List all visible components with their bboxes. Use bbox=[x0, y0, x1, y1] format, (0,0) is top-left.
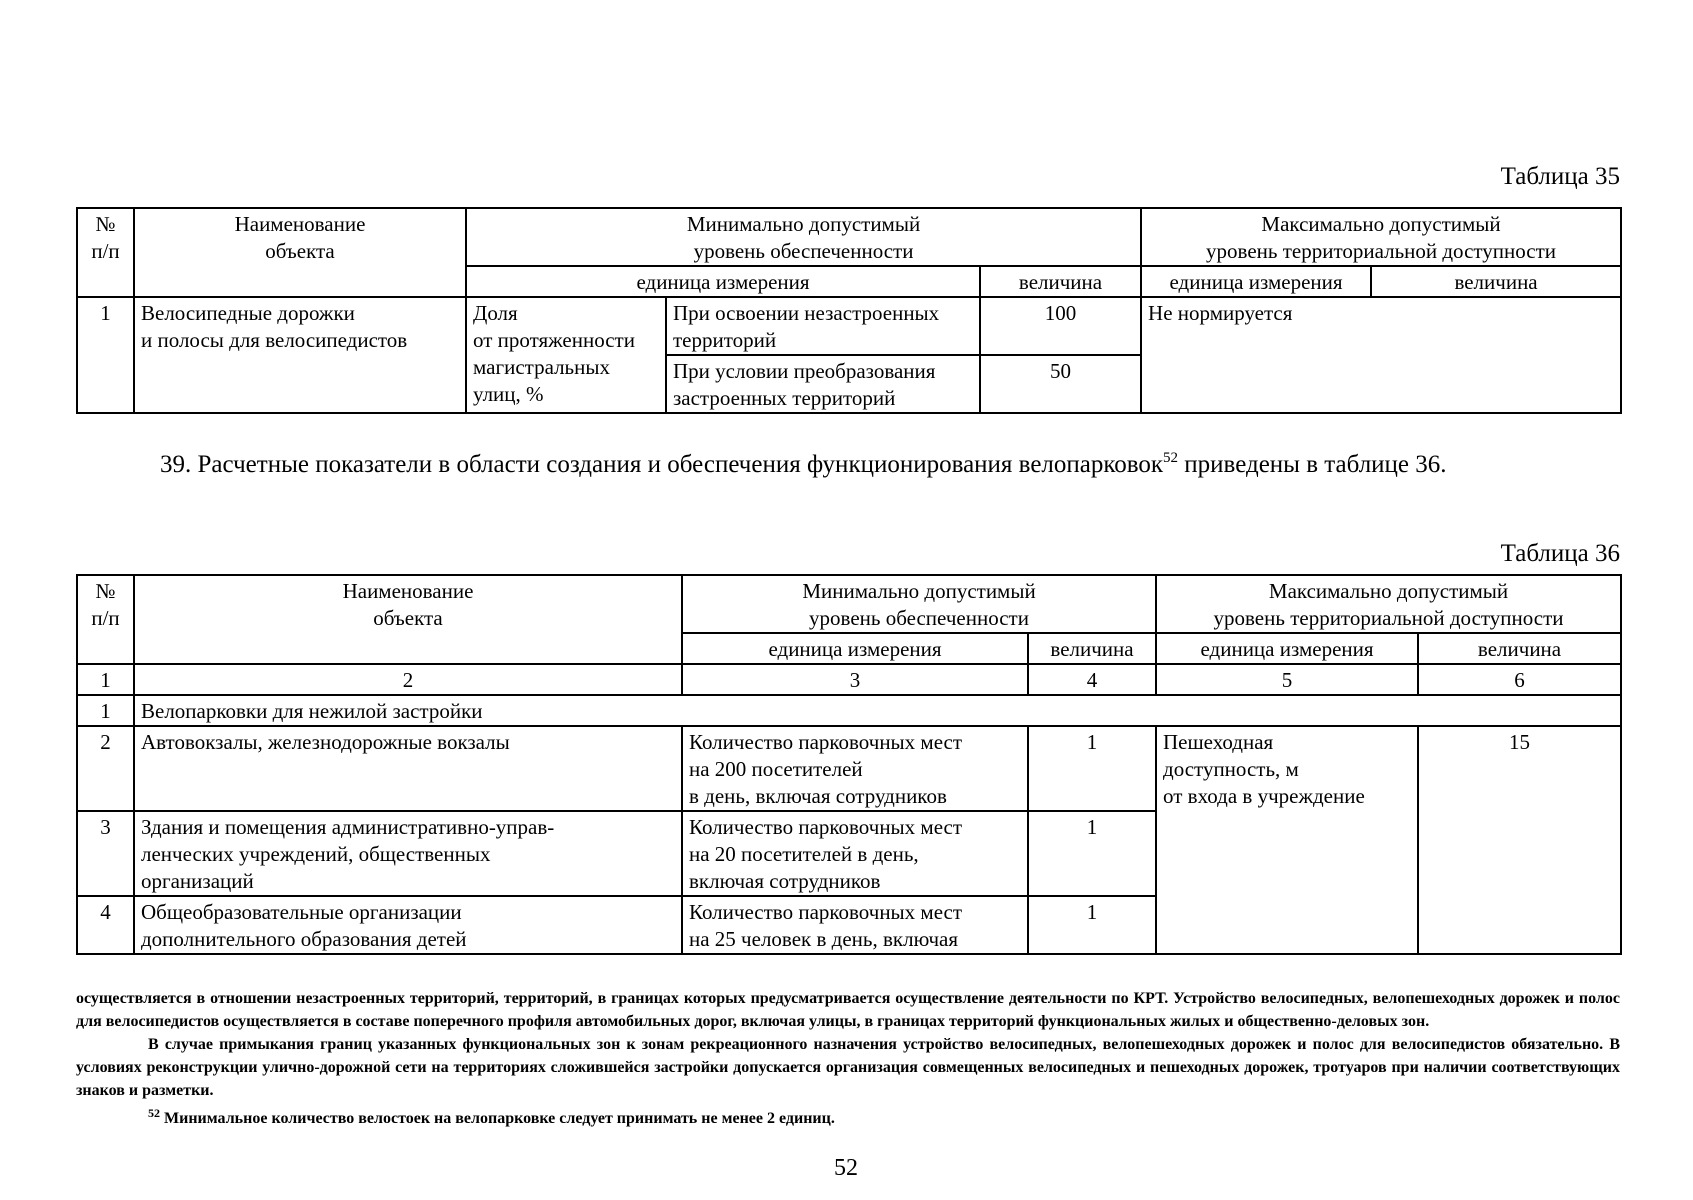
col-number: 5 bbox=[1156, 664, 1418, 695]
row-num: 3 bbox=[77, 811, 134, 896]
footnote-number: 52 bbox=[148, 1106, 160, 1120]
header-value: величина bbox=[980, 266, 1141, 297]
paragraph-text-end: приведены в таблице 36. bbox=[1178, 451, 1447, 478]
paragraph-text: 39. Расчетные показатели в области создания и обеспечения функционирования велопарковок bbox=[160, 451, 1164, 478]
row-name: Автовокзалы, железнодорожные вокзалы bbox=[134, 726, 682, 811]
access-unit: Пешеходная доступность, м от входа в учреждение bbox=[1156, 726, 1418, 954]
row-num: 1 bbox=[77, 297, 134, 413]
header-min-level: Минимально допустимый уровень обеспеченности bbox=[682, 575, 1156, 633]
page-number: 52 bbox=[834, 1155, 858, 1181]
header-value-access: величина bbox=[1371, 266, 1621, 297]
table-35 bbox=[76, 207, 1622, 414]
footnote-paragraph: В случае примыкания границ указанных функциональных зон к зонам рекреационного назначения устройство велосипедных, велопешеходных дорожек и полос для велосипедистов обязательно. В условиях реконструкции улично-дорожной сети на территориях сложившейся застройки допускается организация совмещенных велосипедных и пешеходных дорожек, тротуаров при наличии соответствующих знаков и разметки. bbox=[76, 1036, 1620, 1099]
table-36 bbox=[76, 574, 1622, 955]
row-name: Здания и помещения административно-управ- ленческих учреждений, общественных организаций bbox=[134, 811, 682, 896]
header-unit-access: единица измерения bbox=[1156, 633, 1418, 664]
header-unit: единица измерения bbox=[682, 633, 1028, 664]
header-value-access: величина bbox=[1418, 633, 1621, 664]
row-unit: Количество парковочных мест на 20 посетителей в день, включая сотрудников bbox=[682, 811, 1028, 896]
section-row-num: 1 bbox=[77, 695, 134, 726]
row-condition-transform: При условии преобразования застроенных территорий bbox=[666, 355, 980, 413]
header-value: величина bbox=[1028, 633, 1156, 664]
row-name: Велосипедные дорожки и полосы для велосипедистов bbox=[134, 297, 466, 413]
header-max-level: Максимально допустимый уровень территориальной доступности bbox=[1156, 575, 1621, 633]
row-num: 4 bbox=[77, 896, 134, 954]
row-condition-new: При освоении незастроенных территорий bbox=[666, 297, 980, 355]
header-min-level: Минимально допустимый уровень обеспеченности bbox=[466, 208, 1141, 266]
row-value: 1 bbox=[1028, 896, 1156, 954]
row-value: 1 bbox=[1028, 726, 1156, 811]
header-name: Наименование объекта bbox=[134, 575, 682, 664]
table36-caption: Таблица 36 bbox=[1500, 540, 1620, 567]
header-unit: единица измерения bbox=[466, 266, 980, 297]
row-value-transform: 50 bbox=[980, 355, 1141, 413]
row-value: 1 bbox=[1028, 811, 1156, 896]
paragraph-39 bbox=[76, 442, 1620, 481]
section-row-label: Велопарковки для нежилой застройки bbox=[134, 695, 1621, 726]
footnotes bbox=[76, 987, 1620, 1130]
header-unit-access: единица измерения bbox=[1141, 266, 1371, 297]
footnote-paragraph: осуществляется в отношении незастроенных территорий, территорий, в границах которых предусматривается осуществление деятельности по КРТ. Устройство велосипедных, велопешеходных дорожек и полос для велосипедистов осуществляется в составе поперечного профиля автомобильных дорог, включая улицы, в границах территорий функциональных жилых и общественно-деловых зон. bbox=[76, 990, 1620, 1030]
row-max-level: Не нормируется bbox=[1141, 297, 1621, 413]
header-max-level: Максимально допустимый уровень территориальной доступности bbox=[1141, 208, 1621, 266]
col-number: 6 bbox=[1418, 664, 1621, 695]
col-number: 2 bbox=[134, 664, 682, 695]
row-value-new: 100 bbox=[980, 297, 1141, 355]
header-num: № п/п bbox=[77, 575, 134, 664]
col-number: 1 bbox=[77, 664, 134, 695]
row-num: 2 bbox=[77, 726, 134, 811]
header-name: Наименование объекта bbox=[134, 208, 466, 297]
col-number: 3 bbox=[682, 664, 1028, 695]
row-unit: Доля от протяженности магистральных улиц, % bbox=[466, 297, 666, 413]
header-num: № п/п bbox=[77, 208, 134, 297]
footnote-text: Минимальное количество велостоек на велопарковке следует принимать не менее 2 единиц. bbox=[160, 1110, 835, 1127]
table35-caption: Таблица 35 bbox=[1500, 163, 1620, 190]
footnote-ref: 52 bbox=[1163, 450, 1179, 466]
table-row bbox=[77, 726, 1621, 811]
footnote-52 bbox=[76, 1102, 1620, 1130]
row-unit: Количество парковочных мест на 25 человек в день, включая bbox=[682, 896, 1028, 954]
access-value: 15 bbox=[1418, 726, 1621, 954]
col-number: 4 bbox=[1028, 664, 1156, 695]
row-unit: Количество парковочных мест на 200 посетителей в день, включая сотрудников bbox=[682, 726, 1028, 811]
row-name: Общеобразовательные организации дополнительного образования детей bbox=[134, 896, 682, 954]
